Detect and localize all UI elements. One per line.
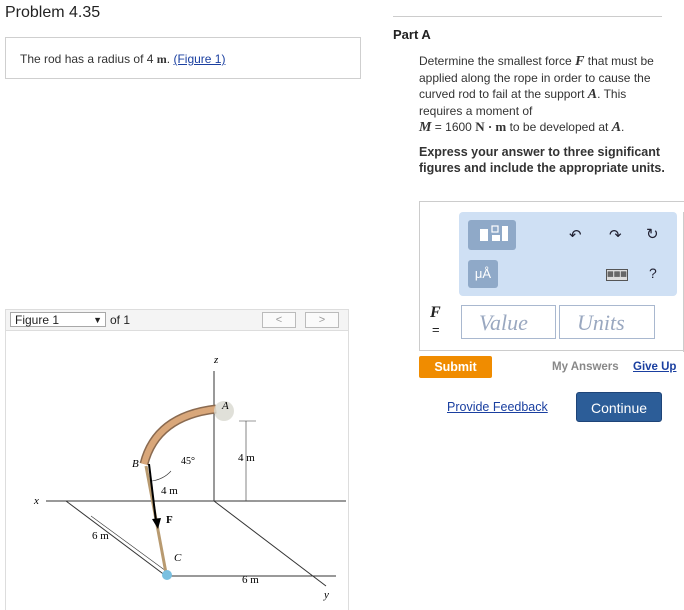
value-input[interactable]: Value: [461, 305, 556, 339]
units-button[interactable]: [468, 260, 498, 288]
figure-nav-bar: [5, 309, 349, 331]
label-a: A: [222, 400, 229, 412]
redo-icon[interactable]: ↷: [609, 227, 622, 244]
next-figure-button[interactable]: >: [305, 312, 339, 328]
question-line2: . This requires a moment of: [419, 87, 627, 118]
answer-equals: =: [432, 322, 440, 337]
figure-select[interactable]: [10, 312, 106, 327]
description-text: The rod has a radius of 4: [20, 52, 154, 66]
question-moment-value: = 1600: [434, 120, 472, 134]
submit-button[interactable]: Submit: [419, 356, 492, 378]
give-up-link[interactable]: Give Up: [633, 361, 677, 373]
figure-count: of 1: [110, 313, 131, 327]
chevron-down-icon: ▼: [93, 315, 102, 325]
template-icon: [468, 220, 516, 250]
instructions: Express your answer to three significant figures and include the appropriate units.: [419, 145, 665, 175]
label-x: x: [34, 495, 39, 507]
prev-figure-button[interactable]: <: [262, 312, 296, 328]
problem-description: [5, 37, 361, 79]
label-dim-4m-rope: 4 m: [161, 485, 178, 497]
continue-button[interactable]: Continue: [576, 392, 662, 422]
question-moment-unit: N · m: [475, 119, 507, 134]
mu-angstrom-icon: μÅ: [474, 266, 492, 281]
help-icon[interactable]: ?: [649, 265, 657, 281]
label-angle: 45°: [181, 456, 195, 467]
question-end: .: [621, 120, 625, 134]
label-z: z: [214, 354, 219, 366]
label-dim-4m-vertical: 4 m: [238, 452, 255, 464]
keyboard-icon[interactable]: ▦▦▦: [606, 269, 628, 281]
figure-select-value: Figure 1: [15, 313, 60, 327]
label-y: y: [324, 589, 329, 601]
question-symbol-f: F: [575, 54, 585, 69]
y-axis-line: [214, 501, 326, 586]
figure-link[interactable]: (Figure 1): [173, 52, 226, 66]
label-dim-6m-y: 6 m: [242, 574, 259, 586]
description-unit: m: [156, 52, 167, 66]
question-line3: to be developed at: [509, 120, 609, 134]
angle-arc: [152, 471, 171, 481]
label-c: C: [174, 552, 182, 564]
question-symbol-m: M: [419, 120, 432, 135]
template-button[interactable]: [468, 220, 516, 250]
figure-frame: [5, 331, 349, 610]
part-label: Part A: [393, 27, 431, 42]
question-line1: Determine the smallest force: [419, 54, 572, 68]
undo-icon[interactable]: ↶: [569, 227, 582, 244]
my-answers-link[interactable]: My Answers: [552, 361, 619, 373]
question-text: [419, 53, 667, 136]
question-line1b: that must be applied along the rope in order to cause the curved rod to fail at the support: [419, 54, 654, 101]
provide-feedback-link[interactable]: Provide Feedback: [447, 400, 548, 414]
label-b: B: [132, 458, 139, 470]
reset-icon[interactable]: ↻: [646, 226, 659, 243]
question-symbol-a: A: [587, 87, 598, 102]
anchor-c: [162, 570, 172, 580]
ground-line-1: [66, 501, 166, 576]
label-dim-6m-x: 6 m: [92, 530, 109, 542]
dim-6m-x-line: [91, 516, 166, 571]
question-symbol-a2: A: [611, 120, 622, 135]
description-period: .: [166, 52, 171, 66]
divider: [393, 16, 662, 17]
units-input[interactable]: Units: [559, 305, 655, 339]
label-f: F: [166, 514, 173, 526]
math-toolbar: [459, 212, 677, 296]
problem-title: Problem 4.35: [5, 4, 101, 21]
answer-variable: F: [430, 304, 441, 321]
figure-diagram: [6, 331, 348, 610]
